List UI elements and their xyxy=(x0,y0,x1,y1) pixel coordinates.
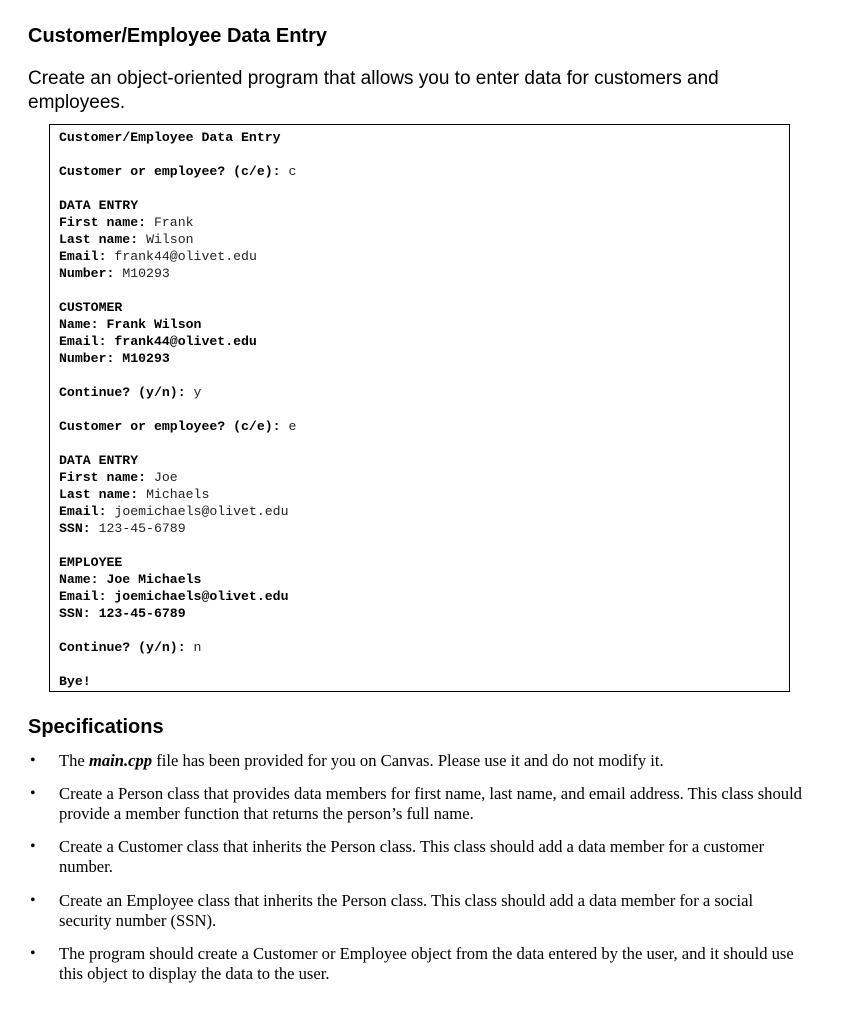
first-name-label: First name: xyxy=(59,215,154,230)
bullet-icon: • xyxy=(30,892,36,909)
intro-paragraph: Create an object-oriented program that allows you to enter data for customers and employees. xyxy=(28,68,719,113)
email-value: frank44@olivet.edu xyxy=(114,249,257,264)
last-name-value: Wilson xyxy=(146,232,194,247)
filename-emphasis: main.cpp xyxy=(88,751,153,770)
last-name-label: Last name: xyxy=(59,232,147,247)
number-label: Number: xyxy=(59,266,123,281)
bullet-icon: • xyxy=(30,838,36,855)
data-entry-heading: DATA ENTRY xyxy=(59,198,139,213)
ssn-label: SSN: xyxy=(59,521,99,536)
continue-prompt xyxy=(59,639,201,656)
number-line xyxy=(59,265,170,282)
console-prompt-type xyxy=(59,418,296,435)
bullet-icon: • xyxy=(30,945,36,962)
continue-value: n xyxy=(193,640,202,655)
first-name-value: Frank xyxy=(153,215,194,230)
last-name-line xyxy=(59,486,209,503)
last-name-line xyxy=(59,231,194,248)
continue-prompt xyxy=(59,384,201,401)
first-name-label: First name: xyxy=(59,470,154,485)
prompt-value: e xyxy=(288,419,297,434)
first-name-line xyxy=(59,214,194,231)
console-prompt-type xyxy=(59,163,296,180)
spec-item-text xyxy=(59,751,804,771)
customer-heading: CUSTOMER xyxy=(59,300,123,315)
employee-name-output: Name: Joe Michaels xyxy=(59,572,202,587)
prompt-label: Customer or employee? (c/e): xyxy=(59,419,289,434)
console-header: Customer/Employee Data Entry xyxy=(59,130,281,145)
email-label: Email: xyxy=(59,249,115,264)
customer-email-output: Email: frank44@olivet.edu xyxy=(59,334,257,349)
spec-text-part: The xyxy=(59,751,89,770)
specifications-heading: Specifications xyxy=(28,716,164,738)
email-line xyxy=(59,503,289,520)
email-label: Email: xyxy=(59,504,115,519)
employee-ssn-output: SSN: 123-45-6789 xyxy=(59,606,186,621)
bye-message: Bye! xyxy=(59,674,91,689)
console-sample-output xyxy=(49,124,790,692)
first-name-line xyxy=(59,469,178,486)
customer-number-output: Number: M10293 xyxy=(59,351,170,366)
spec-item-text: Create a Customer class that inherits the Person class. This class should add a data member for a customer number. xyxy=(59,837,765,876)
customer-name-output: Name: Frank Wilson xyxy=(59,317,202,332)
email-line xyxy=(59,248,257,265)
number-value: M10293 xyxy=(122,266,170,281)
spec-text-part: file has been provided for you on Canvas. Please use it and do not modify it. xyxy=(152,751,664,770)
continue-label: Continue? (y/n): xyxy=(59,640,194,655)
first-name-value: Joe xyxy=(153,470,178,485)
ssn-line xyxy=(59,520,186,537)
prompt-label: Customer or employee? (c/e): xyxy=(59,164,289,179)
bullet-icon: • xyxy=(30,785,36,802)
spec-item-text: Create an Employee class that inherits the Person class. This class should add a data member for a social security number (SSN). xyxy=(59,891,754,930)
spec-item-text: Create a Person class that provides data members for first name, last name, and email address. This class should provide a member function that returns the person’s full name. xyxy=(59,784,802,823)
last-name-value: Michaels xyxy=(146,487,210,502)
employee-heading: EMPLOYEE xyxy=(59,555,123,570)
data-entry-heading: DATA ENTRY xyxy=(59,453,139,468)
spec-item-text: The program should create a Customer or Employee object from the data entered by the user, and it should use this object to display the data to the user. xyxy=(59,944,794,983)
employee-email-output: Email: joemichaels@olivet.edu xyxy=(59,589,289,604)
last-name-label: Last name: xyxy=(59,487,147,502)
prompt-value: c xyxy=(288,164,297,179)
continue-value: y xyxy=(193,385,202,400)
ssn-value: 123-45-6789 xyxy=(98,521,186,536)
page-title: Customer/Employee Data Entry xyxy=(28,25,327,47)
bullet-icon: • xyxy=(30,752,36,769)
continue-label: Continue? (y/n): xyxy=(59,385,194,400)
email-value: joemichaels@olivet.edu xyxy=(114,504,289,519)
